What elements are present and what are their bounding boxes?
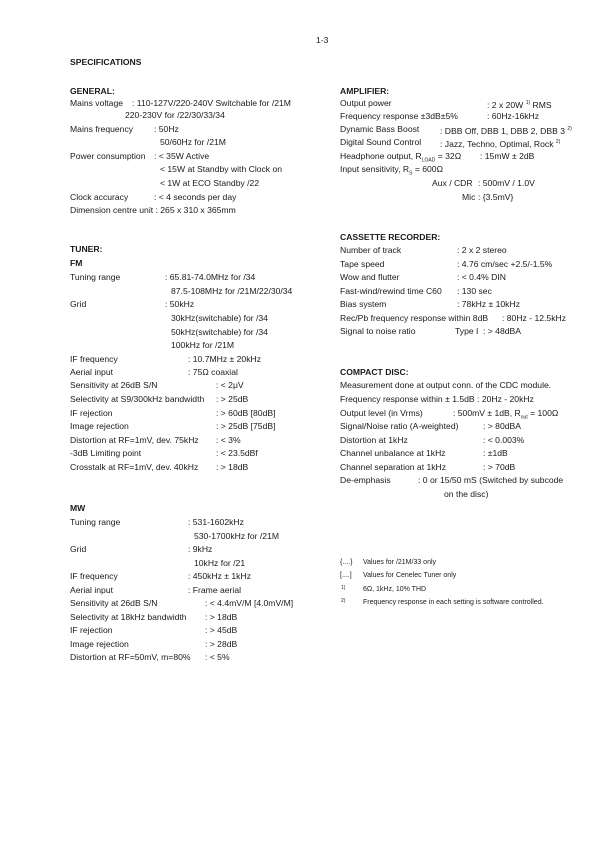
note-mark: {....} [340, 559, 353, 566]
cassette-fastwind-label: Fast-wind/rewind time C60 [340, 286, 442, 296]
fm-if-rejection-value: : > 60dB [80dB] [216, 408, 276, 418]
mw-grid-value: : 9kHz [188, 544, 213, 554]
cassette-heading: CASSETTE RECORDER: [340, 232, 441, 242]
tuner-heading: TUNER: [70, 244, 103, 254]
fm-aerial-value: : 75Ω coaxial [188, 367, 238, 377]
cd-deemphasis-label: De-emphasis [340, 475, 391, 485]
amp-mic-value: : {3.5mV} [478, 192, 514, 202]
fm-grid-label: Grid [70, 299, 87, 309]
power-consumption-value-2: < 15W at Standby with Clock on [160, 164, 283, 174]
fm-tuning-range-label: Tuning range [70, 272, 121, 282]
amp-output-power-value: : 2 x 20W $^{1)}$ RMS [487, 99, 552, 110]
general-heading: GENERAL: [70, 86, 115, 96]
cassette-recpb-value: : 80Hz - 12.5kHz [502, 313, 566, 323]
mains-frequency-value: : 50Hz [154, 124, 179, 134]
fm-grid-value: : 50kHz [165, 299, 195, 309]
mw-if-rejection-label: IF rejection [70, 625, 113, 635]
amp-output-power-label: Output power [340, 98, 392, 108]
mains-voltage-value: : 110-127V/220-240V Switchable for /21M [132, 98, 291, 108]
amp-aux-label: Aux / CDR [432, 178, 473, 188]
fm-image-rejection-value: : > 25dB [75dB] [216, 421, 276, 431]
fm-selectivity-value: : > 25dB [216, 394, 249, 404]
fm-selectivity-label: Selectivity at S9/300kHz bandwidth [70, 394, 205, 404]
fm-if-rejection-label: IF rejection [70, 408, 113, 418]
mw-if-label: IF frequency [70, 571, 118, 581]
mw-grid-label: Grid [70, 544, 87, 554]
mw-tuning-range-value-2: 530-1700kHz for /21M [194, 531, 280, 541]
amp-mic-label: Mic [462, 192, 476, 202]
fm-grid-value-2: 30kHz(switchable) for /34 [171, 313, 268, 323]
cd-heading: COMPACT DISC: [340, 367, 409, 377]
cd-snr-value: : > 80dBA [483, 421, 521, 431]
mw-sensitivity-label: Sensitivity at 26dB S/N [70, 598, 158, 608]
clock-accuracy-label: Clock accuracy [70, 192, 129, 202]
mains-voltage-value-2: 220-230V for /22/30/33/34 [125, 110, 225, 120]
mains-frequency-value-2: 50/60Hz for /21M [160, 137, 226, 147]
amp-dbb-value: : DBB Off, DBB 1, DBB 2, DBB 3 $^{2)}$ [440, 125, 572, 136]
note-text: Values for Cenelec Tuner only [363, 572, 457, 579]
power-consumption-label: Power consumption [70, 151, 146, 161]
fm-crosstalk-label: Crosstalk at RF=1mV, dev. 40kHz [70, 462, 199, 472]
mw-tuning-range-label: Tuning range [70, 517, 121, 527]
fm-limiting-label: -3dB Limiting point [70, 448, 142, 458]
mw-image-rejection-label: Image rejection [70, 639, 129, 649]
cassette-track-label: Number of track [340, 245, 402, 255]
note-text: Frequency response in each setting is software controlled. [363, 599, 544, 606]
fm-heading: FM [70, 258, 83, 268]
amp-frequency-label: Frequency response ±3dB±5% [340, 111, 458, 121]
page-title: SPECIFICATIONS [70, 57, 142, 67]
fm-distortion-value: : < 3% [216, 435, 241, 445]
cd-measurement-note: Measurement done at output conn. of the CDC module. [340, 380, 552, 390]
cd-separation-label: Channel separation at 1kHz [340, 462, 447, 472]
cd-distortion-value: : < 0.003% [483, 435, 525, 445]
cassette-wow-label: Wow and flutter [340, 272, 400, 282]
fm-tuning-range-value-2: 87.5-108MHz for /21M/22/30/34 [171, 286, 293, 296]
power-consumption-value: : < 35W Active [154, 151, 210, 161]
fm-distortion-label: Distortion at RF=1mV, dev. 75kHz [70, 435, 199, 445]
cassette-recpb-label: Rec/Pb frequency response within 8dB [340, 313, 489, 323]
amp-frequency-value: : 60Hz-16kHz [487, 111, 540, 121]
fm-image-rejection-label: Image rejection [70, 421, 129, 431]
fm-grid-value-3: 50kHz(switchable) for /34 [171, 327, 268, 337]
amp-dsc-value: : Jazz, Techno, Optimal, Rock $^{2)}$ [440, 138, 561, 149]
fm-if-value: : 10.7MHz ± 20kHz [188, 354, 262, 364]
mw-selectivity-value: : > 18dB [205, 612, 238, 622]
mw-aerial-label: Aerial input [70, 585, 113, 595]
cassette-speed-label: Tape speed [340, 259, 385, 269]
cassette-snr-type: Type I [455, 326, 479, 336]
mw-tuning-range-value: : 531-1602kHz [188, 517, 244, 527]
cassette-wow-value: : < 0.4% DIN [457, 272, 506, 282]
page-number: 1-3 [316, 35, 329, 45]
cassette-snr-value: : > 48dBA [483, 326, 521, 336]
mw-grid-value-2: 10kHz for /21 [194, 558, 246, 568]
cd-unbalance-value: : ±1dB [483, 448, 508, 458]
mw-sensitivity-value: : < 4.4mV/M [4.0mV/M] [205, 598, 294, 608]
cd-separation-value: : > 70dB [483, 462, 516, 472]
fm-grid-value-4: 100kHz for /21M [171, 340, 235, 350]
mw-heading: MW [70, 503, 86, 513]
footnote-1-mark: 1) [525, 100, 531, 106]
amp-aux-value: : 500mV / 1.0V [478, 178, 535, 188]
cd-distortion-label: Distortion at 1kHz [340, 435, 408, 445]
cd-deemphasis-value: : 0 or 15/50 mS (Switched by subcode [418, 475, 564, 485]
amp-dbb-label: Dynamic Bass Boost [340, 124, 420, 134]
cassette-track-value: : 2 x 2 stereo [457, 245, 507, 255]
amplifier-heading: AMPLIFIER: [340, 86, 390, 96]
mw-distortion-value: : < 5% [205, 652, 230, 662]
cassette-fastwind-value: : 130 sec [457, 286, 492, 296]
amp-input-sensitivity-label: Input sensitivity, $R_S = 600\Omega$ [340, 164, 443, 177]
note-mark: 1) [341, 585, 346, 591]
fm-crosstalk-value: : > 18dB [216, 462, 249, 472]
fm-sensitivity-value: : < 2μV [216, 380, 244, 390]
mw-aerial-value: : Frame aerial [188, 585, 242, 595]
cassette-speed-value: : 4.76 cm/sec +2.5/-1.5% [457, 259, 553, 269]
fm-if-label: IF frequency [70, 354, 118, 364]
cassette-snr-label: Signal to noise ratio [340, 326, 416, 336]
mw-if-rejection-value: : > 45dB [205, 625, 238, 635]
dimension-line: Dimension centre unit : 265 x 310 x 365mm [70, 205, 236, 215]
mains-voltage-label: Mains voltage [70, 98, 124, 108]
cd-output-level-label: Output level (in Vrms) [340, 408, 423, 418]
clock-accuracy-value: : < 4 seconds per day [154, 192, 237, 202]
fm-tuning-range-value: : 65.81-74.0MHz for /34 [165, 272, 256, 282]
note-mark: [....] [340, 572, 352, 579]
cd-output-level-value: : 500mV ± 1dB, $R_{out} = 100\Omega$ [453, 408, 559, 421]
cassette-bias-value: : 78kHz ± 10kHz [457, 299, 520, 309]
cd-unbalance-label: Channel unbalance at 1kHz [340, 448, 446, 458]
amp-headphone-label: Headphone output, $R_{LOAD} = 32\Omega$ [340, 151, 462, 164]
cd-snr-label: Signal/Noise ratio (A-weighted) [340, 421, 459, 431]
mains-frequency-label: Mains frequency [70, 124, 134, 134]
fm-sensitivity-label: Sensitivity at 26dB S/N [70, 380, 158, 390]
cassette-bias-label: Bias system [340, 299, 387, 309]
mw-selectivity-label: Selectivity at 18kHz bandwidth [70, 612, 187, 622]
power-consumption-value-3: < 1W at ECO Standby /22 [160, 178, 260, 188]
note-text: Values for /21M/33 only [363, 559, 437, 566]
note-text: 6Ω, 1kHz, 10% THD [363, 586, 427, 593]
amp-dsc-label: Digital Sound Control [340, 137, 422, 147]
fm-aerial-label: Aerial input [70, 367, 113, 377]
mw-if-value: : 450kHz ± 1kHz [188, 571, 251, 581]
cd-deemphasis-value-2: on the disc) [444, 489, 489, 499]
mw-distortion-label: Distortion at RF=50mV, m=80% [70, 652, 191, 662]
note-mark: 2) [341, 598, 346, 604]
cd-frequency-line: Frequency response within ± 1.5dB : 20Hz - 20kHz [340, 394, 534, 404]
mw-image-rejection-value: : > 28dB [205, 639, 238, 649]
amp-headphone-value: : 15mW ± 2dB [480, 151, 535, 161]
fm-limiting-value: : < 23.5dBf [216, 448, 258, 458]
